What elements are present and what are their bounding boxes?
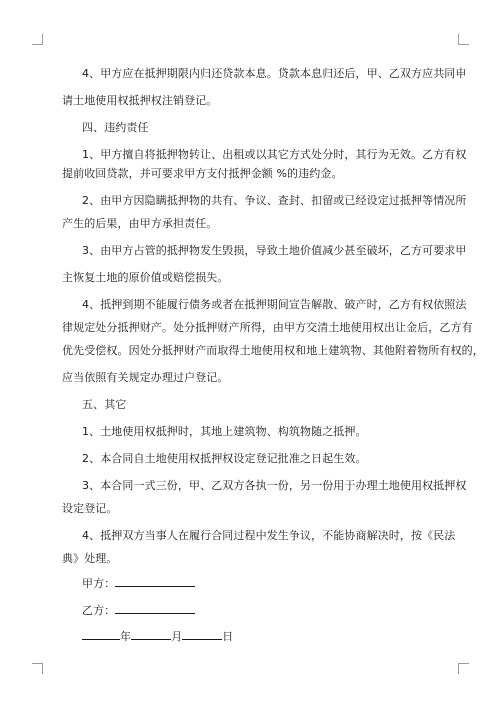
party-a-signature-line: [82, 575, 195, 591]
clause-text-line: 应当依照有关规定办理过户登记。: [62, 371, 229, 384]
clause-text-line: 请土地使用权抵押权注销登记。: [62, 94, 218, 107]
party-a-label: 甲方：: [82, 577, 116, 590]
clause-text-line: 1、土地使用权抵押时，其地上建筑物、构筑物随之抵押。: [82, 425, 367, 438]
clause-text-line: 2、由甲方因隐瞒抵押物的共有、争议、查封、扣留或已经设定过抵押等情况所: [82, 194, 467, 207]
clause-text-line: 3、由甲方占管的抵押物发生毁损，导致土地价值减少甚至破坏，乙方可要求甲: [82, 244, 467, 257]
clause-text-line: 1、甲方擅自将抵押物转让、出租或以其它方式处分时，其行为无效。乙方有权: [82, 148, 467, 161]
year-label: 年: [120, 630, 132, 643]
clause-text-line: 律规定处分抵押财产。处分抵押财产所得，由甲方交清土地使用权出让金后，乙方有: [62, 321, 473, 334]
month-label: 月: [171, 630, 183, 643]
clause-text-line: 4、抵押双方当事人在履行合同过程中发生争议，不能协商解决时，按《民法: [82, 529, 456, 542]
party-b-signature-line: [82, 602, 195, 618]
day-label: 日: [222, 630, 234, 643]
party-a-blank: [115, 575, 195, 587]
clause-text-line: 3、本合同一式三份，甲、乙双方各执一份，另一份用于办理土地使用权抵押权: [82, 479, 467, 492]
clause-text-line: 主恢复土地的原价值或赔偿损失。: [62, 271, 229, 284]
clause-text-line: 设定登记。: [62, 502, 118, 515]
clause-text-line: 产生的后果，由甲方承担责任。: [62, 217, 218, 230]
section-heading: 四、违约责任: [82, 121, 149, 134]
day-blank: [182, 628, 222, 640]
crop-mark-bottom-left: [32, 663, 43, 674]
party-b-label: 乙方：: [82, 604, 116, 617]
section-heading: 五、其它: [82, 398, 127, 411]
clause-text-line: 优先受偿权。因处分抵押财产而取得土地使用权和地上建筑物、其他附着物所有权的，: [62, 344, 484, 357]
clause-text-line: 典》处理。: [62, 552, 118, 565]
clause-text-line: 提前收回贷款，并可要求甲方支付抵押金额 %的违约金。: [62, 167, 343, 180]
party-b-blank: [115, 602, 195, 614]
crop-mark-bottom-right: [458, 663, 469, 674]
month-blank: [131, 628, 171, 640]
clause-text-line: 4、抵押到期不能履行债务或者在抵押期间宣告解散、破产时，乙方有权依照法: [82, 298, 467, 311]
date-line: [82, 628, 233, 644]
clause-text-line: 4、甲方应在抵押期限内归还贷款本息。贷款本息归还后，甲、乙双方应共同申: [82, 67, 467, 80]
crop-mark-top-left: [32, 34, 43, 45]
year-blank: [82, 628, 120, 640]
clause-text-line: 2、本合同自土地使用权抵押权设定登记批准之日起生效。: [82, 452, 367, 465]
crop-mark-top-right: [458, 34, 469, 45]
